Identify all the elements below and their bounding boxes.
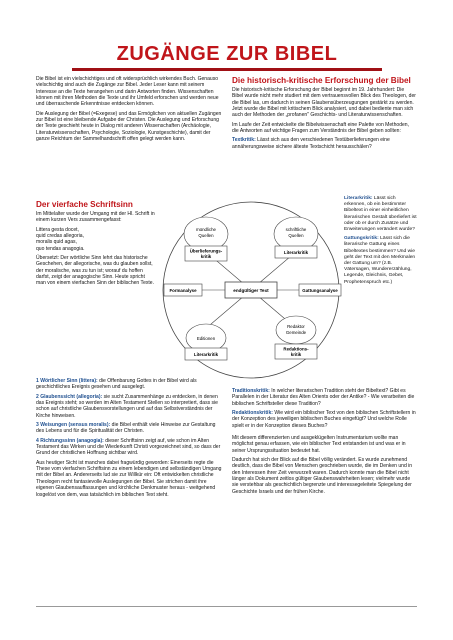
latin-verse bbox=[36, 227, 156, 252]
hk-intro-2: Im Laufe der Zeit entwickelte die Bibelwissenschaft eine Palette von Methoden, die Antworten auf wichtige Fragen zum Verständnis der Bibel geben sollten: bbox=[232, 121, 410, 135]
traditionskritik bbox=[232, 388, 416, 407]
literarkritik-text: Lässt sich erkennen, ob ein bestimmter Bibeltext in einer einheitlichen literarischen Gestalt überliefert ist oder ob er durch Zusätze und Erweiterungen verändert wurde? bbox=[344, 196, 417, 233]
sinn-item-3 bbox=[36, 422, 222, 435]
verse-line: quid credas allegoria, bbox=[36, 233, 84, 240]
literarkritik-top-text: Literarkritik bbox=[283, 250, 309, 255]
literarkritik-label: Literarkritik: bbox=[344, 196, 373, 201]
right-column bbox=[232, 76, 416, 153]
sinn-item-text: dieser Schriftsinn zeigt auf, wie schon im Alten Testament das Wirken und die Wiederkunft Christi vorgezeichnet sind, so dass der Grund der christlichen Hoffnung sichtbar wird. bbox=[36, 437, 221, 457]
sinn-item-label: 3 Weisungen (sensus moralis): bbox=[36, 422, 111, 429]
sinn-item-label: 1 Wörtlicher Sinn (littera): bbox=[36, 378, 98, 384]
redaktionskritik-text: kritik bbox=[290, 352, 302, 357]
left-column bbox=[36, 76, 222, 145]
sinn-heading: Der vierfache Schriftsinn bbox=[36, 200, 133, 209]
redaktionskritik-text: Wie wird ein biblischer Text von den biblischen Schriftstellern in der Konzeption des jeweiligen biblischen Buches eingefügt? Und welche Rolle spielt er in der Konzeption dieses Buches? bbox=[232, 410, 416, 429]
textkritik-label: Textkritik: bbox=[232, 137, 256, 144]
redaktor-text: Gemeinde bbox=[285, 330, 307, 335]
oral-sources-text: mündliche bbox=[195, 227, 217, 232]
redaktionskritik bbox=[232, 410, 416, 429]
diagram-side-text bbox=[344, 196, 417, 289]
tradition-box-text: Überlieferungs- bbox=[189, 248, 223, 254]
hk-intro: Die historisch-kritische Erforschung der Bibel beginnt im 19. Jahrhundert: Die Bibel wurde nicht mehr studiert mit dem vertrauensvollen Blick des Theologen, der die Bibel las, um dadurch in seinen Glaubensüberzeugungen gestärkt zu werden. Jetzt wurde die Bibel mit kritischem Blick analysiert, und dabei bediente man sich auch der Methoden der „profanen" Geschichts- und Literaturwissenschaften. bbox=[232, 87, 416, 119]
gattungskritik-text: Lässt sich die literarische Gattung eines Bibeltextes bestimmen? Und wie geht der Text mit den Merkmalen der Gattung um? (z.B. Vätersagen, Wundererzählung, Legende, Gleichnis, Gebet, Prophetenspruch etc.) bbox=[344, 236, 416, 285]
sinn-item-text: die Bibel enthält viele Hinweise zur Gestaltung des Lebens und für die Spiritualität der Christen. bbox=[36, 422, 216, 435]
intro-paragraph-1: Die Bibel ist ein vielschichtiges und oft widersprüchlich wirkendes Buch. Genauso vielschichtig sind auch die Zugänge zur Bibel. Jeder Leser kann mit seinem Interesse an die Texte herangehen und darin Antworten finden. Wissenschaften können mit ihren Methoden die Texte und ihr Umfeld erforschen und werden neue und überraschende Erkenntnisse entdecken können. bbox=[36, 76, 219, 108]
literarkritik-bottom-text: Literarkritik bbox=[193, 352, 219, 357]
hk-closing-2: Dadurch hat sich der Blick auf die Bibel völlig verändert. Es wurde zunehmend deutlich, dass die Bibel von Menschen geschrieben wurde, die im Denken und in den Interessen ihrer Zeit verwurzelt waren. Dadurch konnte man die Bibel nicht länger als Dokument zeitlos gültiger Glaubenswahrheiten lesen; vielmehr wurde sie verstehbar als geschichtlich begrenzte und interessegeleitete Spiegelung der Geschichte Israels und der frühen Kirche. bbox=[232, 457, 413, 495]
textkritik bbox=[232, 137, 416, 150]
sinn-item-4 bbox=[36, 438, 222, 457]
redaktor-text: Redaktor bbox=[287, 324, 305, 329]
sinn-item-label: 2 Glaubenssicht (allegoria): bbox=[36, 393, 103, 400]
sinn-closing: Aus heutiger Sicht ist manches dabei fragwürdig geworden: Einerseits regte die These vom vierfachen Schriftsinn zu einem lebendigen und selbständigen Umgang mit der Bibel an. Andererseits lud sie zur Willkür ein: Oft entwickelten christliche Theologen recht fantasievolle Auslegungen der Bibel. Sie strichen damit ihre eigenen Glaubensauffassungen und kirchliche Denkmuster heraus - weitgehend losgelöst von dem, was tatsächlich im biblischen Text steht. bbox=[36, 459, 222, 498]
page-title: ZUGÄNGE ZUR BIBEL bbox=[72, 42, 382, 71]
traditionskritik-label: Traditionskritik: bbox=[232, 388, 270, 394]
sinn-items bbox=[36, 378, 222, 501]
verse-line: quo tendas anagogia. bbox=[36, 245, 85, 252]
sinn-item-text: sie sucht Zusammenhänge zu entdecken, in denen das Ereignis steht; so werden im Alten Testament Stellen so interpretiert, dass sie schon auf christliche Glaubensvorstellungen und auf das Selbstverständnis der Kirche hinweisen. bbox=[36, 393, 218, 419]
methods-diagram bbox=[158, 198, 344, 382]
gattungskritik bbox=[344, 236, 417, 286]
verse-line: Littera gesta docet, bbox=[36, 226, 79, 233]
hk-heading: Die historisch-kritische Erforschung der Bibel bbox=[232, 76, 411, 85]
sinn-intro: Im Mittelalter wurde der Umgang mit der Hl. Schrift in einem kurzen Vers zusammengefasst: bbox=[36, 211, 155, 224]
intro-paragraph-2: Die Auslegung der Bibel (=Exegese) und das Ermöglichen von aktuellen Zugängen zur Bibel ist eine bleibende Aufgabe der Christen. Die Auslegung und Erforschung der Texte geschieht heute in Dialog mit anderen Wissenschaften (Archäologie, Literaturwissenschaften, Psychologie, Soziologie, Kunstgeschichte), damit der ganze Reichtum der Sammelhandschrift offen gelegt werden kann. bbox=[36, 110, 222, 143]
sinn-section bbox=[36, 200, 156, 290]
sinn-translation: Übersetzt: Der wörtliche Sinn lehrt das historische Geschehen, der allegorische, was du glauben sollst, der moralische, was zu tun ist; worauf du hoffen darfst, zeigt der anagogische Sinn. Heute spricht man von einem vierfachen Sinn der biblischen Texte. bbox=[36, 255, 155, 287]
hk-closing-1: Mit diesem differenzierten und ausgeklügelten Instrumentarium wollte man möglichst genau erfassen, wie ein biblischer Text entstanden ist und was er in seiner Ursprungssituation bedeutet hat. bbox=[232, 435, 406, 454]
gattungsanalyse-text: Gattungsanalyse bbox=[302, 288, 338, 293]
verse-line: moralis quid agas, bbox=[36, 239, 77, 246]
oral-sources-text: Quellen bbox=[198, 233, 214, 238]
sinn-item-text: die Offenbarung Gottes in der Bibel wird als geschichtliches Ereignis gesehen und ausgelegt. bbox=[36, 378, 197, 391]
final-text-label: endgültiger Text bbox=[233, 288, 269, 293]
formanalyse-text: Formanalyse bbox=[169, 288, 197, 293]
editions-text: Editionen bbox=[196, 336, 216, 341]
written-sources-text: Quellen bbox=[288, 233, 304, 238]
sinn-item-label: 4 Richtungssinn (anagogia): bbox=[36, 437, 104, 444]
literarkritik bbox=[344, 196, 417, 233]
right-lower bbox=[232, 388, 416, 498]
textkritik-text: Lässt sich aus den verschiedenen Textüberlieferungen eine annäherungsweise sichere älteste Textschicht herausschälen? bbox=[232, 137, 390, 150]
gattungskritik-label: Gattungskritik: bbox=[344, 236, 379, 242]
redaktionskritik-text: Redaktions- bbox=[283, 346, 309, 352]
sinn-item-2 bbox=[36, 394, 222, 419]
traditionskritik-text: In welcher literarischen Tradition steht der Bibeltext? Gibt es Parallelen in der Literatur des Alten Orients oder der Antike? - Wie verarbeiten die biblischen Schriftsteller diese Tradition? bbox=[232, 388, 415, 407]
redaktionskritik-label: Redaktionskritik: bbox=[232, 410, 273, 417]
tradition-box-text: kritik bbox=[200, 254, 212, 259]
written-sources-text: schriftliche bbox=[285, 227, 307, 232]
footer-divider bbox=[36, 606, 417, 607]
